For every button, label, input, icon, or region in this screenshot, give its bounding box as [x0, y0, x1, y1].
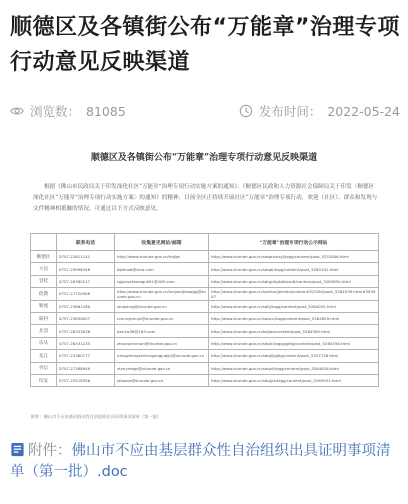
clock-icon	[239, 104, 253, 118]
views-label: 浏览数：	[30, 104, 81, 119]
table-row	[31, 374, 379, 386]
table-row	[31, 350, 379, 362]
table-row	[31, 337, 379, 349]
table-row	[31, 312, 379, 324]
town-cell: 龙江	[31, 350, 57, 362]
table-row	[31, 263, 379, 275]
email-cell: xtznyndqjs@shunde.gov.cn	[115, 362, 209, 374]
views-count: 81085	[86, 103, 126, 119]
table-header-cell	[31, 234, 57, 251]
email-cell: dljdmzb@sina.com	[115, 263, 209, 275]
town-cell: 勒流	[31, 300, 57, 312]
table-row	[31, 362, 379, 374]
site-cell: http://www.shunde.gov.cn/bejiao/content/post_5264309.html	[209, 325, 379, 337]
phone-cell: 0757-28331235	[57, 337, 115, 349]
attachment-prefix: 附件：	[28, 443, 72, 459]
phone-cell: 0757-22611141	[57, 251, 115, 263]
email-cell: rgjjzzvzhiweiguli01@163.com	[115, 275, 209, 287]
site-cell: http://www.shunde.gov.cn/sdllj/tzgg/content/post_5264035.html	[209, 300, 379, 312]
site-cell: http://www.shunde.gov.cn/sdqxt/tzgg/content/post_5264816.html	[209, 362, 379, 374]
email-cell: wuqzhng@shunde.gov.cn	[115, 300, 209, 312]
phone-cell: 0757-25518356	[57, 374, 115, 386]
table-row	[31, 325, 379, 337]
article-meta	[10, 102, 400, 118]
table-row	[31, 251, 379, 263]
phone-cell: 0757-28380217	[57, 275, 115, 287]
town-cell: 北滘	[31, 325, 57, 337]
email-cell: bez1w56@163.com	[115, 325, 209, 337]
eye-icon	[10, 104, 24, 118]
phone-cell: 0757-29996346	[57, 263, 115, 275]
site-cell: http://www.shunde.gov.cn/sdqdl/tzgg/content/post_5265101.html	[209, 263, 379, 275]
phone-cell: 0757-26333036	[57, 325, 115, 337]
phone-cell: 0757-27720588	[57, 288, 115, 300]
table-row	[31, 300, 379, 312]
article-title: 顺德区及各镇街公布“万能章”治理专项行动意见反映渠道	[10, 15, 400, 75]
document-icon	[10, 442, 25, 457]
town-cell: 伦教	[31, 288, 57, 300]
table-row	[31, 288, 379, 300]
email-cell: http://www.shunde.gov.cn/lunjiao/jiaoqgg@shunde.gov.cn	[115, 288, 209, 300]
site-cell: http://www.shunde.gov.cn/sdqlj/lgjltg/content/post_5257728.html	[209, 350, 379, 362]
table-header-cell: 联系电话	[57, 234, 115, 251]
publish-date: 2022-05-24	[327, 103, 400, 119]
table-header-cell: 收集意见网站/邮箱	[115, 234, 209, 251]
attachment	[10, 441, 404, 483]
document-paragraph: 根据《佛山市民政局关于印发深化社区“万能章”治理专项行动实施方案的通知》、《顺德区民政和人力资源社会保障局关于印发〈顺德区深化社区“万能章”治理专项行动实施方案〉的通知》的精神，目前全区正持续开展社区“万能章”治理专项行动，欢迎（社区）、群众和发现与文件精神相抵触的情况，可通过以下方式反映意见。	[33, 184, 378, 212]
town-cell: 大良	[31, 263, 57, 275]
channels-table	[30, 233, 379, 387]
document-heading: 顺德区及各镇街公布“万能章”治理专项行动意见反映渠道	[90, 153, 318, 163]
attachment-link[interactable]: 佛山市不应由基层群众性自治组织出具证明事项清单（第一批）.doc	[10, 443, 391, 480]
document-footnote: 附件：佛山市不应由基层群众性自治组织出具证明事项清单（第一批）	[31, 414, 161, 419]
site-cell: http://www.shunde.gov.cn/sdqlc/tzgg/gpttg/content/post_5264556.html	[209, 337, 379, 349]
phone-cell: 0757-23830057	[57, 312, 115, 324]
site-cell: http://www.shunde.gov.cn/sdqcc/tzgg/content/post_5264859.html	[209, 312, 379, 324]
town-cell: 容桂	[31, 275, 57, 287]
date-info	[239, 102, 400, 120]
table-header-row	[31, 234, 379, 251]
email-cell: zhouqumiman@shunde.gov.cn	[115, 337, 209, 349]
email-cell: jaluoan@shunde.gov.cn	[115, 374, 209, 386]
town-cell: 均安	[31, 374, 57, 386]
site-cell: http://www.shunde.gov.cn/lssdlunj/plmjtzl/content/5/5264/post_5264539.html#303907	[209, 288, 379, 300]
phone-cell: 0757-23661280	[57, 300, 115, 312]
site-cell: http://www.shunde.gov.cn/sdqmzrlzyj/tzgg/content/post_5253006.html	[209, 251, 379, 263]
email-cell: ccsnngchuju@shunde.gov.cn	[115, 312, 209, 324]
town-cell: 杏坛	[31, 362, 57, 374]
phone-cell: 0757-23380777	[57, 350, 115, 362]
views-info	[10, 102, 126, 120]
site-cell: http://www.shunde.gov.cn/sdrgjd/gkdt/swdt/content/post_5263850.html	[209, 275, 379, 287]
table-header-cell: “万能章”治理专项行动公示网站	[209, 234, 379, 251]
site-cell: http://www.shunde.gov.cn/sdqjya/tzgg/content/post_5265931.html	[209, 374, 379, 386]
table-row	[31, 275, 379, 287]
town-cell: 乐从	[31, 337, 57, 349]
date-label: 发布时间：	[258, 104, 322, 119]
town-cell: 陈村	[31, 312, 57, 324]
phone-cell: 0757-27388949	[57, 362, 115, 374]
email-cell: http://www.shunde.gov.cn/hdjlpt	[115, 251, 209, 263]
email-cell: nengzhengshehuigongjuqiju@shunde.gov.cn	[115, 350, 209, 362]
town-cell: 顺德区	[31, 251, 57, 263]
document-image	[0, 128, 408, 436]
